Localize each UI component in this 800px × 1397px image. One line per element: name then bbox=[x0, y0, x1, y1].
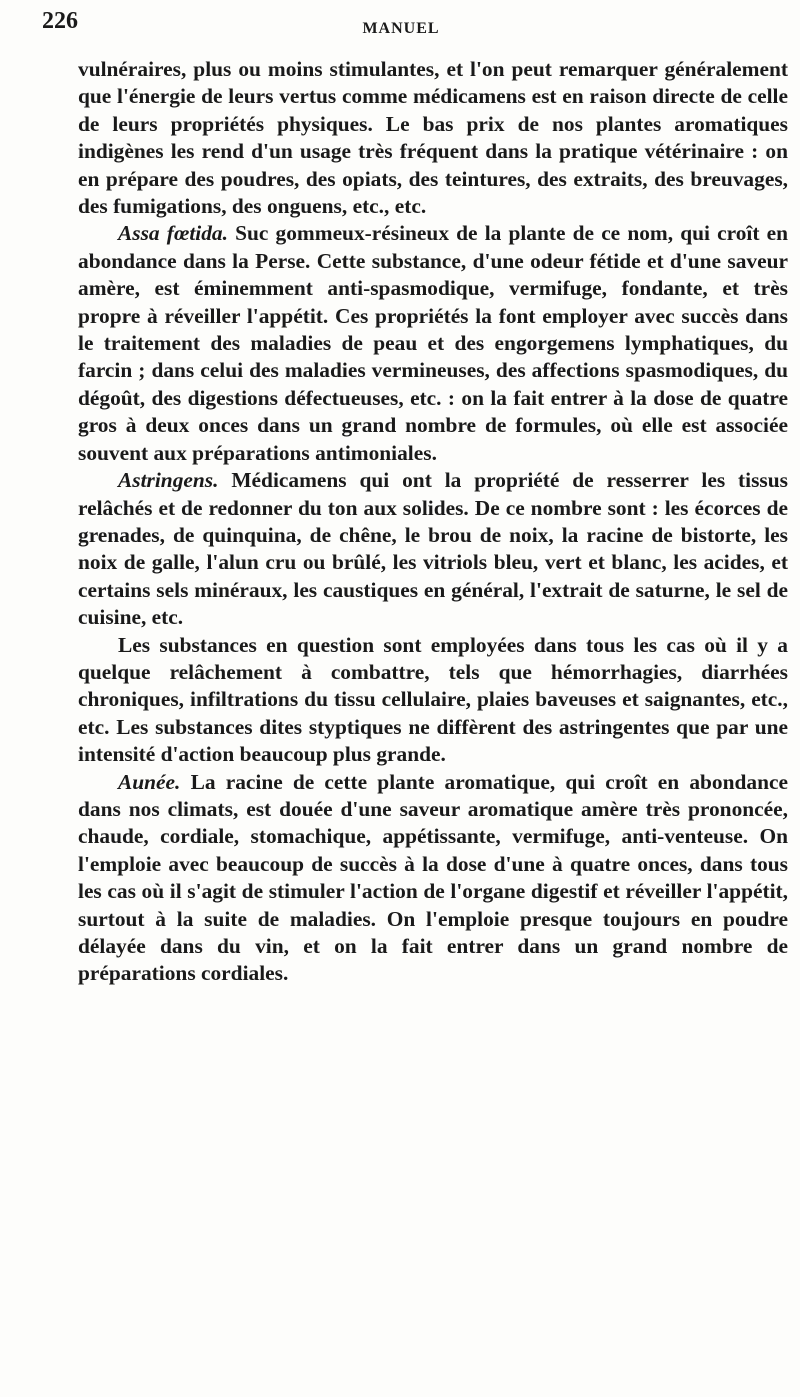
entry-text: La racine de cette plante aromatique, qui croît en abondance dans nos climats, est douée d'une saveur aromatique amère très prononcée, chaude, cordiale, stomachique, appétissante, vermifuge, anti-venteuse. On l'emploie avec beaucoup de succès à la dose d'une à quatre onces, dans tous les cas où il s'agit de stimuler l'action de l'organe digestif et réveiller l'appétit, surtout à la suite de maladies. On l'emploie presque toujours en poudre délayée dans du vin, et on la fait entrer dans un grand nombre de préparations cordiales. bbox=[78, 769, 789, 986]
paragraph-astringens-usage bbox=[78, 632, 788, 769]
paragraph-text: vulnéraires, plus ou moins stimulantes, et l'on peut remarquer généralement que l'énergie de leurs vertus comme médicamens est en raison directe de celle de leurs propriétés physiques. Le bas prix de nos plantes aromatiques indigènes les rend d'un usage très fréquent dans la pratique vétérinaire : on en prépare des poudres, des opiats, des teintures, des extraits, des breuvages, des fumigations, des onguens, etc., etc. bbox=[78, 57, 788, 219]
page-header bbox=[42, 8, 760, 38]
paragraph-continuation bbox=[78, 56, 788, 220]
running-title: MANUEL bbox=[362, 20, 440, 37]
entry-term: Aunée. bbox=[118, 769, 181, 794]
entry-text: Médicamens qui ont la propriété de resserrer les tissus relâchés et de redonner du ton aux solides. De ce nombre sont : les écorces de grenades, de quinquina, de chêne, le brou de noix, la racine de bistorte, les noix de galle, l'alun cru ou brûlé, les vitriols bleu, vert et blanc, les acides, et certains sels minéraux, les caustiques en général, l'extrait de saturne, le sel de cuisine, etc. bbox=[78, 468, 788, 630]
body-text bbox=[78, 56, 788, 988]
paragraph-text: Les substances en question sont employées dans tous les cas où il y a quelque relâchement à combattre, tels que hémorrhagies, diarrhées chroniques, infiltrations du tissu cellulaire, plaies baveuses et saignantes, etc., etc. Les substances dites styptiques ne diffèrent des astringentes que par une intensité d'action beaucoup plus grande. bbox=[78, 632, 788, 767]
entry-aunee bbox=[78, 769, 788, 988]
entry-text: Suc gommeux-résineux de la plante de ce nom, qui croît en abondance dans la Perse. Cette substance, d'une odeur fétide et d'une saveur amère, est éminemment anti-spasmodique, vermifuge, fondante, et très propre à réveiller l'appétit. Ces propriétés la font employer avec succès dans le traitement des maladies de peau et des engorgemens lymphatiques, du farcin ; dans celui des maladies vermineuses, des affections spasmodiques, du dégoût, des digestions défectueuses, etc. : on la fait entrer à la dose de quatre gros à deux onces dans un grand nombre de formules, où elle est associée souvent aux préparations antimoniales. bbox=[78, 221, 788, 465]
page-number: 226 bbox=[42, 8, 78, 34]
entry-astringens bbox=[78, 467, 788, 631]
entry-assa-foetida bbox=[78, 220, 788, 467]
entry-term: Assa fœtida. bbox=[118, 221, 228, 246]
entry-term: Astringens. bbox=[118, 468, 219, 493]
